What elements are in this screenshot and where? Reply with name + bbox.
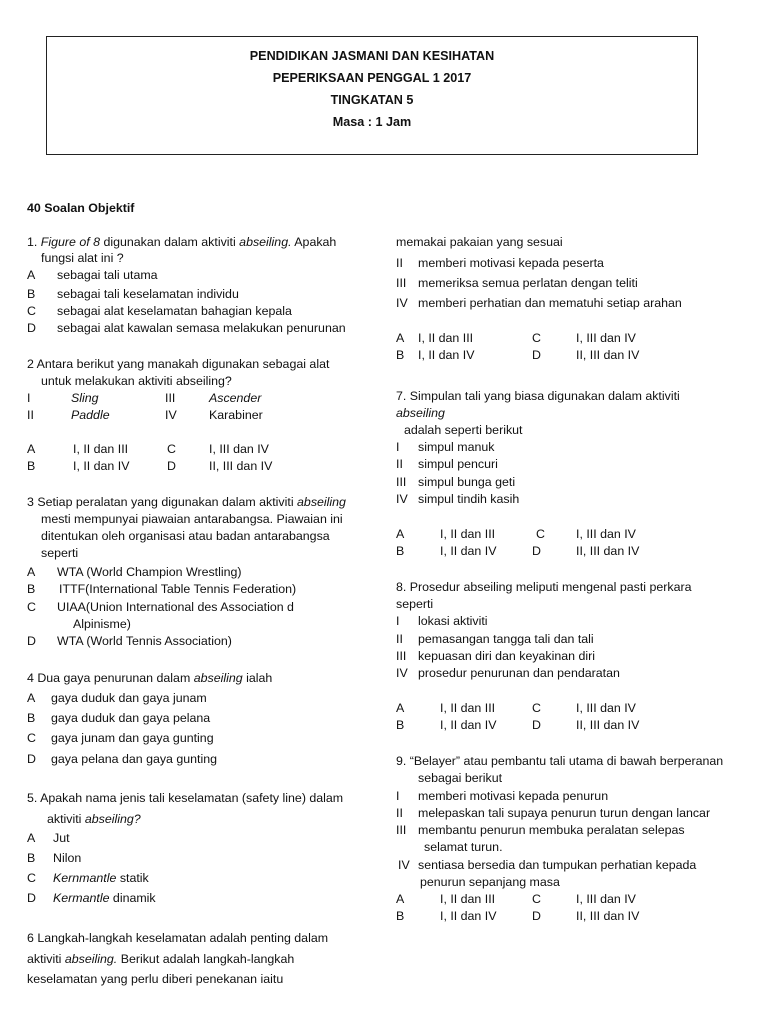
form-level: TINGKATAN 5 <box>330 93 414 107</box>
exam-title: PEPERIKSAAN PENGGAL 1 2017 <box>272 71 472 85</box>
subject-title: PENDIDIKAN JASMANI DAN KESIHATAN <box>249 49 495 63</box>
question-7-stem-line2: abseiling <box>396 406 445 420</box>
question-7-stem: 7. Simpulan tali yang biasa digunakan dalam aktiviti <box>396 389 680 403</box>
question-3-stem: 3 Setiap peralatan yang digunakan dalam aktiviti abseiling <box>27 495 346 509</box>
question-6-stem: 6 Langkah-langkah keselamatan adalah penting dalam <box>27 931 329 945</box>
question-9-stem-line2: sebagai berikut <box>418 771 503 785</box>
question-2-stem: 2 Antara berikut yang manakah digunakan sebagai alat <box>27 357 330 371</box>
question-2-stem-line2: untuk melakukan aktiviti abseiling? <box>41 374 232 388</box>
exam-duration: Masa : 1 Jam <box>332 115 412 129</box>
exam-header <box>46 36 698 155</box>
q6-item-i-cont: memakai pakaian yang sesuai <box>396 235 563 249</box>
question-1-stem-line2: fungsi alat ini ? <box>41 251 124 265</box>
question-3-stem-line2: mesti mempunyai piawaian antarabangsa. Piawaian ini <box>41 512 343 526</box>
question-6-stem-line2: aktiviti abseiling. Berikut adalah langkah-langkah <box>27 952 295 966</box>
question-7-stem-line3: adalah seperti berikut <box>404 423 523 437</box>
question-6-stem-line3: keselamatan yang perlu diberi penekanan iaitu <box>27 972 284 986</box>
question-5-stem: 5. Apakah nama jenis tali keselamatan (safety line) dalam <box>27 791 344 805</box>
question-3-stem-line4: seperti <box>41 546 79 560</box>
question-8-stem-line2: seperti <box>396 597 434 611</box>
question-8-stem: 8. Prosedur abseiling meliputi mengenal pasti perkara <box>396 580 692 594</box>
question-4-stem: 4 Dua gaya penurunan dalam abseiling ialah <box>27 671 273 685</box>
question-9-stem: 9. “Belayer” atau pembantu tali utama di bawah berperanan <box>396 754 724 768</box>
question-1-stem: 1. Figure of 8 digunakan dalam aktiviti abseiling. Apakah <box>27 235 337 249</box>
question-3-stem-line3: ditentukan oleh organisasi atau badan antarabangsa <box>41 529 330 543</box>
question-5-stem-line2: aktiviti abseiling? <box>47 812 141 826</box>
section-title: 40 Soalan Objektif <box>27 201 135 215</box>
